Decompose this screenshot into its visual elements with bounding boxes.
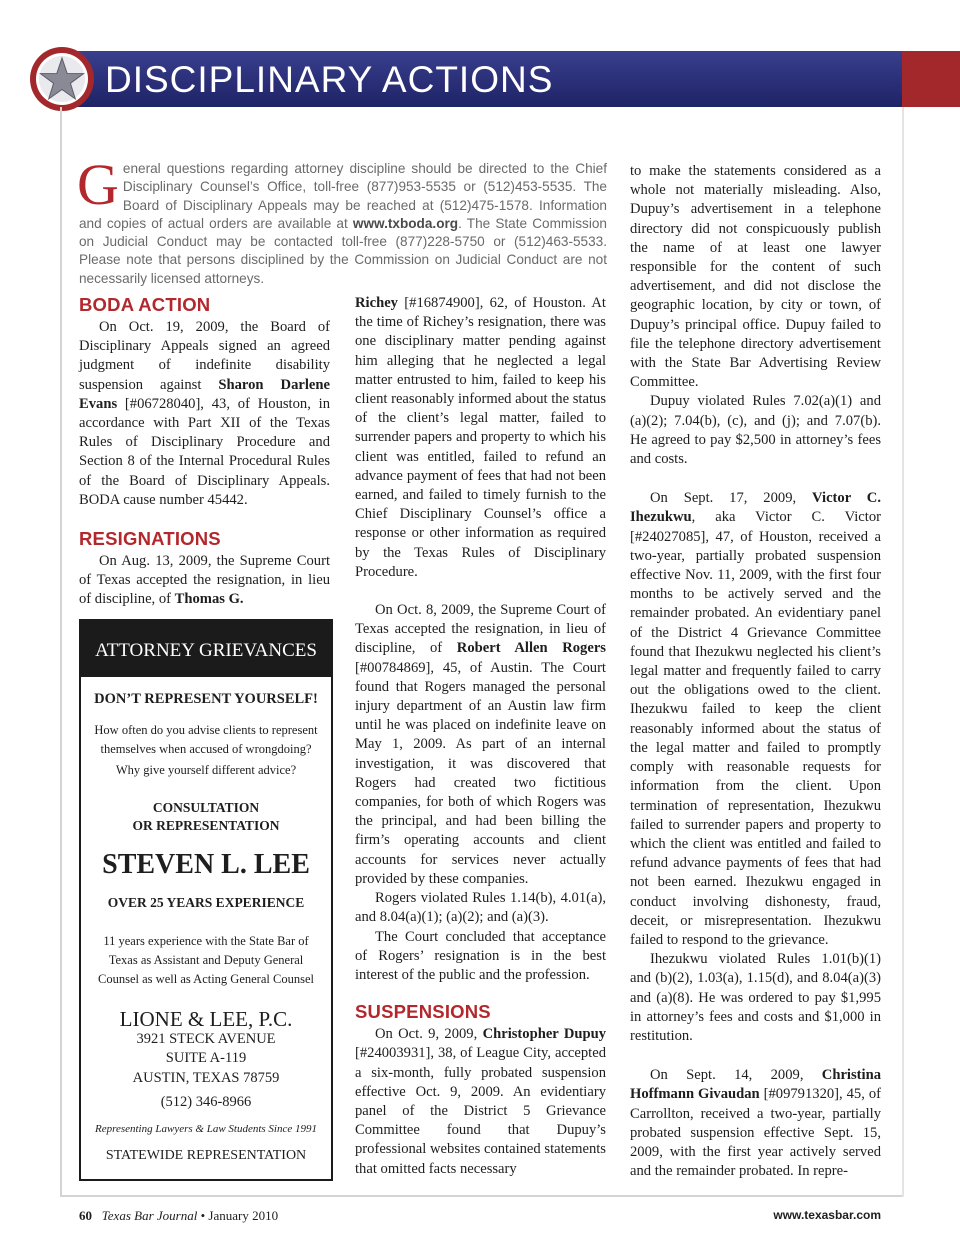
ad-phone: (512) 346-8966: [160, 1094, 252, 1110]
frame-shadow: [902, 107, 904, 1197]
suspensions-heading: SUSPENSIONS: [355, 1001, 491, 1023]
ad-address-2: SUITE A-119: [165, 1050, 247, 1066]
footer-website-link[interactable]: www.texasbar.com: [773, 1208, 881, 1222]
intro-text-cont: . The State Commission on Judicial Conduct may be contacted toll-free (877)228-5750 or (512)463-5533. Please note that persons disciplined by the Commission on Judicial Conduct are not necessarily licensed attorneys.: [79, 215, 607, 286]
boda-text: On Oct. 19, 2009, the Board of Disciplinary Appeals signed an agreed judgment of indefinite disability suspension against: [79, 319, 330, 393]
ad-question-3: Why give yourself different advice?: [115, 763, 297, 777]
attorney-grievances-ad: [79, 619, 333, 1181]
boda-website-link[interactable]: www.txboda.org: [352, 215, 459, 231]
column-right: [630, 162, 881, 1181]
attorney-name: Christina Hoffmann Givaudan: [630, 1067, 881, 1103]
attorney-name: Victor C. Ihezukwu: [630, 490, 881, 526]
ad-firm-name: LIONE & LEE, P.C.: [119, 1007, 293, 1031]
ad-title: ATTORNEY GRIEVANCES: [81, 621, 331, 677]
suspension-text-cont: [#24003931], 38, of League City, accepted a six-month, fully probated suspension effective Oct. 9, 2009. An evidentiary panel of the District 5 Grievance Committee found that Dupuy’s professional websites contained statements that omitted facts necessary: [355, 1045, 606, 1177]
page-title: DISCIPLINARY ACTIONS: [105, 59, 554, 100]
resignation-text: On Oct. 8, 2009, the Supreme Court of Texas accepted the resignation, in lieu of discipline, of: [355, 602, 606, 657]
page-footer-left: [79, 1208, 278, 1224]
ad-tagline: Representing Lawyers & Law Students Since 1991: [94, 1123, 318, 1135]
intro-paragraph: [77, 152, 607, 288]
ad-question-1: How often do you advise clients to represent: [94, 723, 318, 737]
ad-headline: DON’T REPRESENT YOURSELF!: [94, 691, 318, 707]
resignation-paragraph-3: Rogers violated Rules 1.14(b), 4.01(a), and 8.04(a)(1); (a)(2); and (a)(3).: [355, 890, 606, 926]
ad-bio-3: Counsel as well as Acting General Counsel: [98, 972, 314, 986]
suspension-paragraph-1: [355, 1025, 606, 1179]
suspension-paragraph-3: [630, 489, 881, 950]
column-left: [79, 294, 330, 610]
ad-bio-2: Texas as Assistant and Deputy General: [108, 953, 304, 967]
ad-address-3: AUSTIN, TEXAS 78759: [132, 1070, 280, 1086]
boda-heading: BODA ACTION: [79, 294, 211, 315]
publication-name: Texas Bar Journal: [101, 1208, 198, 1223]
attorney-name: Richey: [355, 295, 398, 311]
resignation-paragraph-2: [355, 601, 606, 889]
resignation-paragraph-4: The Court concluded that acceptance of Rogers’ resignation is in the best interest of the public and the profession.: [355, 928, 606, 983]
resignation-paragraph-cont: [355, 294, 606, 582]
ad-bio-1: 11 years experience with the State Bar of: [103, 934, 309, 948]
boda-paragraph: [79, 318, 330, 510]
suspension-text: On Sept. 17, 2009,: [650, 490, 813, 507]
column-middle: [355, 294, 606, 1179]
header-accent-bar: [902, 51, 960, 107]
suspension-paragraph-5: [630, 1066, 881, 1181]
ad-service-1: CONSULTATION: [152, 800, 260, 815]
intro-text: eneral questions regarding attorney discipline should be directed to the Chief Disciplinary Counsel’s Office, toll-free (877)953-5535 or (512)453-5535. The Board of Disciplinary Appeals may be reached at (512)475-1578. Information and copies of actual orders are available at: [79, 161, 607, 231]
footer-bullet: •: [200, 1208, 206, 1223]
ad-footer: STATEWIDE REPRESENTATION: [105, 1148, 307, 1163]
resignation-text-cont: [#00784869], 45, of Austin. The Court found that Rogers managed the personal injury department of an Austin law firm until he was placed on indefinite leave on May 1, 2009. As part of an internal investigation, it was discovered that Rogers had created two fictitious companies, for both of which Rogers was the principal, and had been billing the firm’s operating accounts and client accounts for services never actually provided by these companies.: [355, 659, 606, 887]
ad-service-2: OR REPRESENTATION: [132, 818, 280, 833]
suspension-text-cont: [#09791320], 45, of Carrollton, received a two-year, partially probated suspension effective Sept. 15, 2009, with the first year actively served and the remainder probated. In repre-: [630, 1086, 881, 1180]
drop-cap: G: [77, 152, 119, 217]
boda-text-cont: [#06728040], 43, of Houston, in accordance with Part XII of the Texas Rules of Disciplinary Procedure and Section 8 of the Internal Procedural Rules of the Board of Disciplinary Appeals. BODA cause number 45442.: [79, 395, 330, 508]
suspension-paragraph-2: Dupuy violated Rules 7.02(a)(1) and (a)(2); 7.04(b), (c), and (j); and 7.07(b). He agreed to pay $2,500 in attorney’s fees and costs.: [630, 393, 881, 468]
attorney-name: Robert Allen Rogers: [456, 640, 606, 657]
suspension-paragraph-1-cont: to make the statements considered as a whole not materially misleading. Also, Dupuy’s advertisement in a telephone directory did not conspicuously publish the name of at least one lawyer responsible for the content of such advertisement, and did not disclose the geographic location, by city or town, of Dupuy’s principal office. Dupuy failed to file the telephone directory advertisement with the State Bar Advertising Review Committee.: [630, 163, 881, 391]
attorney-name: Sharon Darlene Evans: [79, 376, 330, 412]
page-number: 60: [79, 1208, 92, 1223]
suspension-text: On Oct. 9, 2009,: [375, 1026, 483, 1043]
issue-date: January 2010: [208, 1208, 279, 1223]
star-badge-icon: [29, 46, 95, 112]
suspension-text: On Sept. 14, 2009,: [650, 1067, 822, 1084]
suspension-paragraph-4: Ihezukwu violated Rules 1.01(b)(1) and (b)(2), 1.03(a), 1.15(d), and 8.04(a)(3) and (a)(8). He was ordered to pay $1,995 in attorney’s fees and costs and $1,000 in restitution.: [630, 951, 881, 1044]
attorney-name: Thomas G.: [174, 591, 244, 608]
resignation-text: On Aug. 13, 2009, the Supreme Court of Texas accepted the resignation, in lieu of discipline, of: [79, 553, 330, 608]
ad-attorney-name: STEVEN L. LEE: [102, 849, 310, 880]
resignation-text: [#16874900], 62, of Houston. At the time of Richey’s resignation, there was one disciplinary matter pending against him alleging that he neglected a legal matter entrusted to him, failed to keep his client reasonably informed about the status of the client’s legal matter, failed to surrender papers and property to which his client was entitled, failed to refund an advance payment of fees that had not been earned, and failed to timely furnish to the Chief Disciplinary Counsel’s office a response or other information as required by the Texas Rules of Disciplinary Procedure.: [355, 295, 606, 580]
ad-address-1: 3921 STECK AVENUE: [136, 1031, 276, 1047]
ad-experience: OVER 25 YEARS EXPERIENCE: [107, 895, 305, 910]
resignation-paragraph-start: [79, 552, 330, 610]
ad-question-2: themselves when accused of wrongdoing?: [100, 742, 312, 756]
suspension-text-cont: , aka Victor C. Victor [#24027085], 47, of Houston, received a two-year, partially probated suspension effective Nov. 11, 2009, with the first four months to be actively served and the remainder probated. An evidentiary panel of the District 4 Grievance Committee found that Ihezukwu neglected his client’s legal matter and frequently failed to carry out the obligations owed to the client. Ihezukwu failed to keep the client reasonably informed about the status of the legal matter and failed to promptly comply with reasonable requests for information from the client. Upon termination of representation, Ihezukwu failed to surrender papers and property to which the client was entitled and failed to refund advance payments of fees that had not been earned. Ihezukwu engaged in conduct involving dishonesty, fraud, deceit, or misrepresentation. Ihezukwu failed to respond to the grievance.: [630, 509, 881, 948]
resignations-heading: RESIGNATIONS: [79, 528, 221, 550]
attorney-name: Christopher Dupuy: [482, 1026, 606, 1043]
